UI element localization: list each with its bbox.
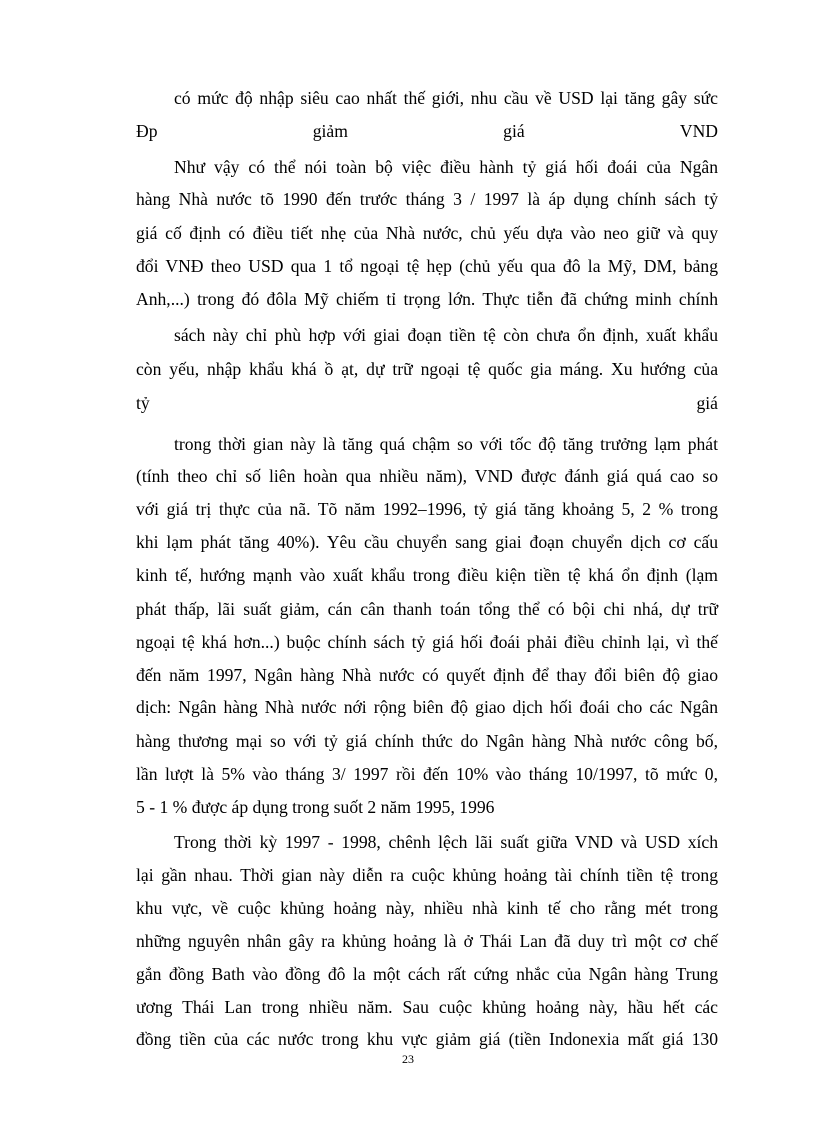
- text-line: Trong thời kỳ 1997 - 1998, chênh lệch lãi suất giữa VND và USD xích: [174, 832, 718, 852]
- text-line: trong thời gian này là tăng quá chậm so với tốc độ tăng trưởng lạm phát: [174, 434, 718, 454]
- text-line: đổi VNĐ theo USD qua 1 tổ ngoại tệ hẹp (chủ yếu qua đô la Mỹ, DM, bảng: [136, 256, 718, 276]
- text-line: (tính theo chỉ số liên hoàn qua nhiều năm), VND được đánh giá quá cao so: [136, 466, 718, 486]
- text-line: với giá trị thực của nã. Tõ năm 1992–1996, tỷ giá tăng khoảng 5, 2 % trong: [136, 499, 718, 519]
- text-line: khi lạm phát tăng 40%). Yêu cầu chuyển sang giai đoạn chuyển dịch cơ cấu: [136, 532, 718, 552]
- word: tỷ: [136, 393, 150, 413]
- text-line: dịch: Ngân hàng Nhà nước nới rộng biên độ giao dịch hối đoái cho các Ngân: [136, 697, 718, 717]
- text-line: giá cố định có điều tiết nhẹ của Nhà nước, chủ yếu dựa vào neo giữ và quy: [136, 223, 718, 243]
- text-line: khu vực, về cuộc khủng hoảng này, nhiều nhà kinh tế cho rằng mét trong: [136, 898, 718, 918]
- text-line: đồng tiền của các nước trong khu vực giảm giá (tiền Indonexia mất giá 130: [136, 1029, 718, 1049]
- text-line: ương Thái Lan trong nhiều năm. Sau cuộc khủng hoảng này, hầu hết các: [136, 997, 718, 1017]
- word: Đp: [136, 121, 158, 141]
- word: VND: [679, 121, 718, 141]
- text-line: lần lượt là 5% vào tháng 3/ 1997 rồi đến 10% vào tháng 10/1997, tõ mức 0,: [136, 764, 718, 784]
- text-line: hàng Nhà nước tõ 1990 đến trước tháng 3 / 1997 là áp dụng chính sách tỷ: [136, 189, 718, 209]
- text-line: còn yếu, nhập khẩu khá ồ ạt, dự trữ ngoại tệ quốc gia máng. Xu hướng của: [136, 359, 718, 379]
- page-number: 23: [402, 1052, 414, 1066]
- text-line: đến năm 1997, Ngân hàng Nhà nước có quyết định để thay đổi biên độ giao: [136, 665, 718, 685]
- spread-line: [136, 390, 718, 416]
- text-line: Anh,...) trong đó đôla Mỹ chiếm tỉ trọng lớn. Thực tiễn đã chứng minh chính: [136, 289, 718, 309]
- text-line: Như vậy có thể nói toàn bộ việc điều hành tỷ giá hối đoái của Ngân: [174, 157, 718, 177]
- text-line: có mức độ nhập siêu cao nhất thế giới, nhu cầu về USD lại tăng gây sức: [174, 88, 718, 108]
- word: giá: [503, 121, 525, 141]
- text-line: 5 - 1 % được áp dụng trong suốt 2 năm 1995, 1996: [136, 797, 495, 817]
- text-line: ngoại tệ khá hơn...) buộc chính sách tỷ giá hối đoái phải điều chỉnh lại, vì thế: [136, 632, 718, 652]
- text-line: những nguyên nhân gây ra khủng hoảng là ở Thái Lan đã duy trì một cơ chế: [136, 931, 718, 951]
- word: giảm: [312, 121, 348, 141]
- text-line: kinh tế, hướng mạnh vào xuất khẩu trong điều kiện tiền tệ khá ổn định (lạm: [136, 565, 718, 585]
- text-line: phát thấp, lãi suất giảm, cán cân thanh toán tổng thể có bội chi nhá, dự trữ: [136, 599, 718, 619]
- spread-line: [136, 118, 718, 144]
- text-line: sách này chỉ phù hợp với giai đoạn tiền tệ còn chưa ổn định, xuất khẩu: [174, 325, 718, 345]
- text-line: gắn đồng Bath vào đồng đô la một cách rất cứng nhắc của Ngân hàng Trung: [136, 964, 718, 984]
- text-line: hàng thương mại so với tỷ giá chính thức do Ngân hàng Nhà nước công bố,: [136, 731, 718, 751]
- text-line: lại gần nhau. Thời gian này diễn ra cuộc khủng hoảng tài chính tiền tệ trong: [136, 865, 718, 885]
- word: giá: [696, 393, 718, 413]
